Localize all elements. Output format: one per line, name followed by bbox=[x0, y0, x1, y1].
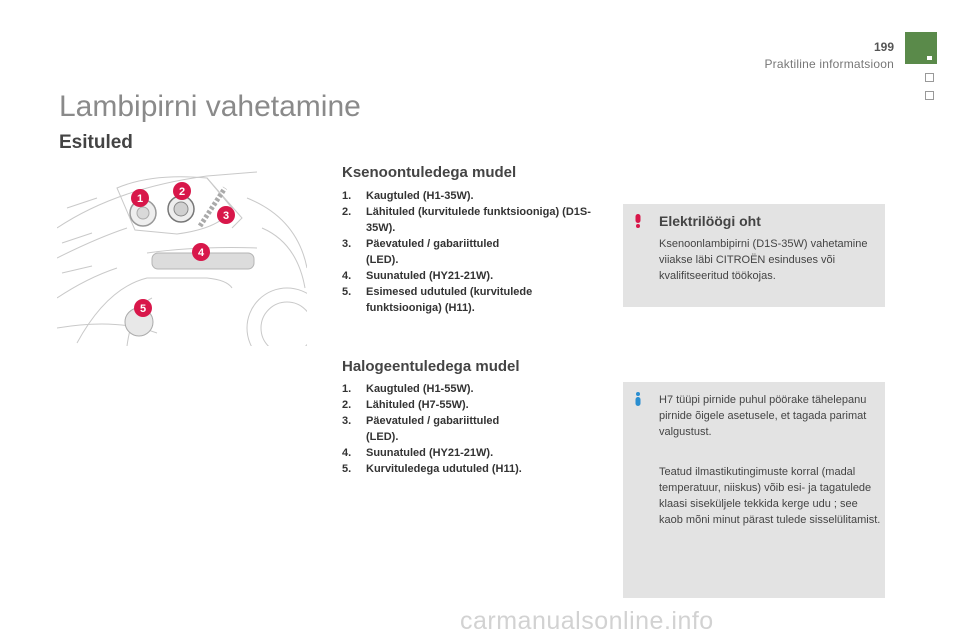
list-item: 4. Suunatuled (HY21-21W). bbox=[342, 270, 494, 282]
page-number: 199 bbox=[873, 40, 894, 54]
callout-4-label: 4 bbox=[197, 247, 205, 259]
info-text-bulb-position: H7 tüüpi pirnide puhul pöörake tähelepanu pirnide õigele asetusele, et tagada parimat valgustust. bbox=[659, 394, 867, 438]
page-title: Lambipirni vahetamine bbox=[59, 90, 361, 123]
watermark: carmanualsonline.info bbox=[460, 607, 714, 635]
halogen-heading: Halogeentuledega mudel bbox=[342, 358, 520, 375]
headlamp-illustration bbox=[57, 168, 307, 346]
section-subtitle: Esituled bbox=[59, 132, 133, 153]
xenon-heading: Ksenoontuledega mudel bbox=[342, 164, 517, 181]
callout-1-label: 1 bbox=[136, 193, 144, 205]
tab-marker-icon bbox=[927, 56, 932, 60]
halogen-bulb-list bbox=[342, 381, 602, 477]
info-text-condensation: Teatud ilmastikutingimuste korral (madal temperatuur, niiskus) võib esi- ja tagatulede klaasi siseküljele tekkida kerge udu ; see kaob mõni minut pärast tulede sisselülitamist. bbox=[659, 466, 881, 526]
list-item: 1. Kaugtuled (H1-55W). bbox=[342, 383, 474, 395]
list-item: 3. Päevatuled / gabariittuled (LED). bbox=[342, 238, 500, 266]
callout-2-label: 2 bbox=[178, 186, 186, 198]
list-item: 2. Lähituled (kurvitulede funktsiooniga) (D1S-35W). bbox=[342, 206, 591, 234]
page-marker-box bbox=[925, 73, 934, 82]
warning-box bbox=[623, 204, 885, 307]
list-item: 5. Kurvituledega udutuled (H11). bbox=[342, 463, 522, 475]
list-item: 5. Esimesed udutuled (kurvitulede funktsiooniga) (H11). bbox=[342, 286, 533, 314]
list-item: 1. Kaugtuled (H1-35W). bbox=[342, 190, 474, 202]
warning-title: Elektrilöögi oht bbox=[659, 213, 761, 229]
section-label: Praktiline informatsioon bbox=[764, 57, 894, 71]
page-marker-box bbox=[925, 91, 934, 100]
xenon-bulb-list bbox=[342, 188, 602, 316]
list-item: 4. Suunatuled (HY21-21W). bbox=[342, 447, 494, 459]
info-box bbox=[623, 382, 885, 598]
callout-3-label: 3 bbox=[222, 210, 230, 222]
list-item: 3. Päevatuled / gabariittuled (LED). bbox=[342, 415, 500, 443]
warning-icon bbox=[632, 214, 644, 228]
warning-text: Ksenoonlambipirni (D1S-35W) vahetamine viiakse läbi CITROËN esinduses või kvalifitseeritud töökojas. bbox=[659, 238, 868, 282]
info-icon bbox=[632, 392, 644, 406]
callout-5-label: 5 bbox=[139, 303, 147, 315]
list-item: 2. Lähituled (H7-55W). bbox=[342, 399, 469, 411]
chapter-tab[interactable] bbox=[905, 32, 937, 64]
